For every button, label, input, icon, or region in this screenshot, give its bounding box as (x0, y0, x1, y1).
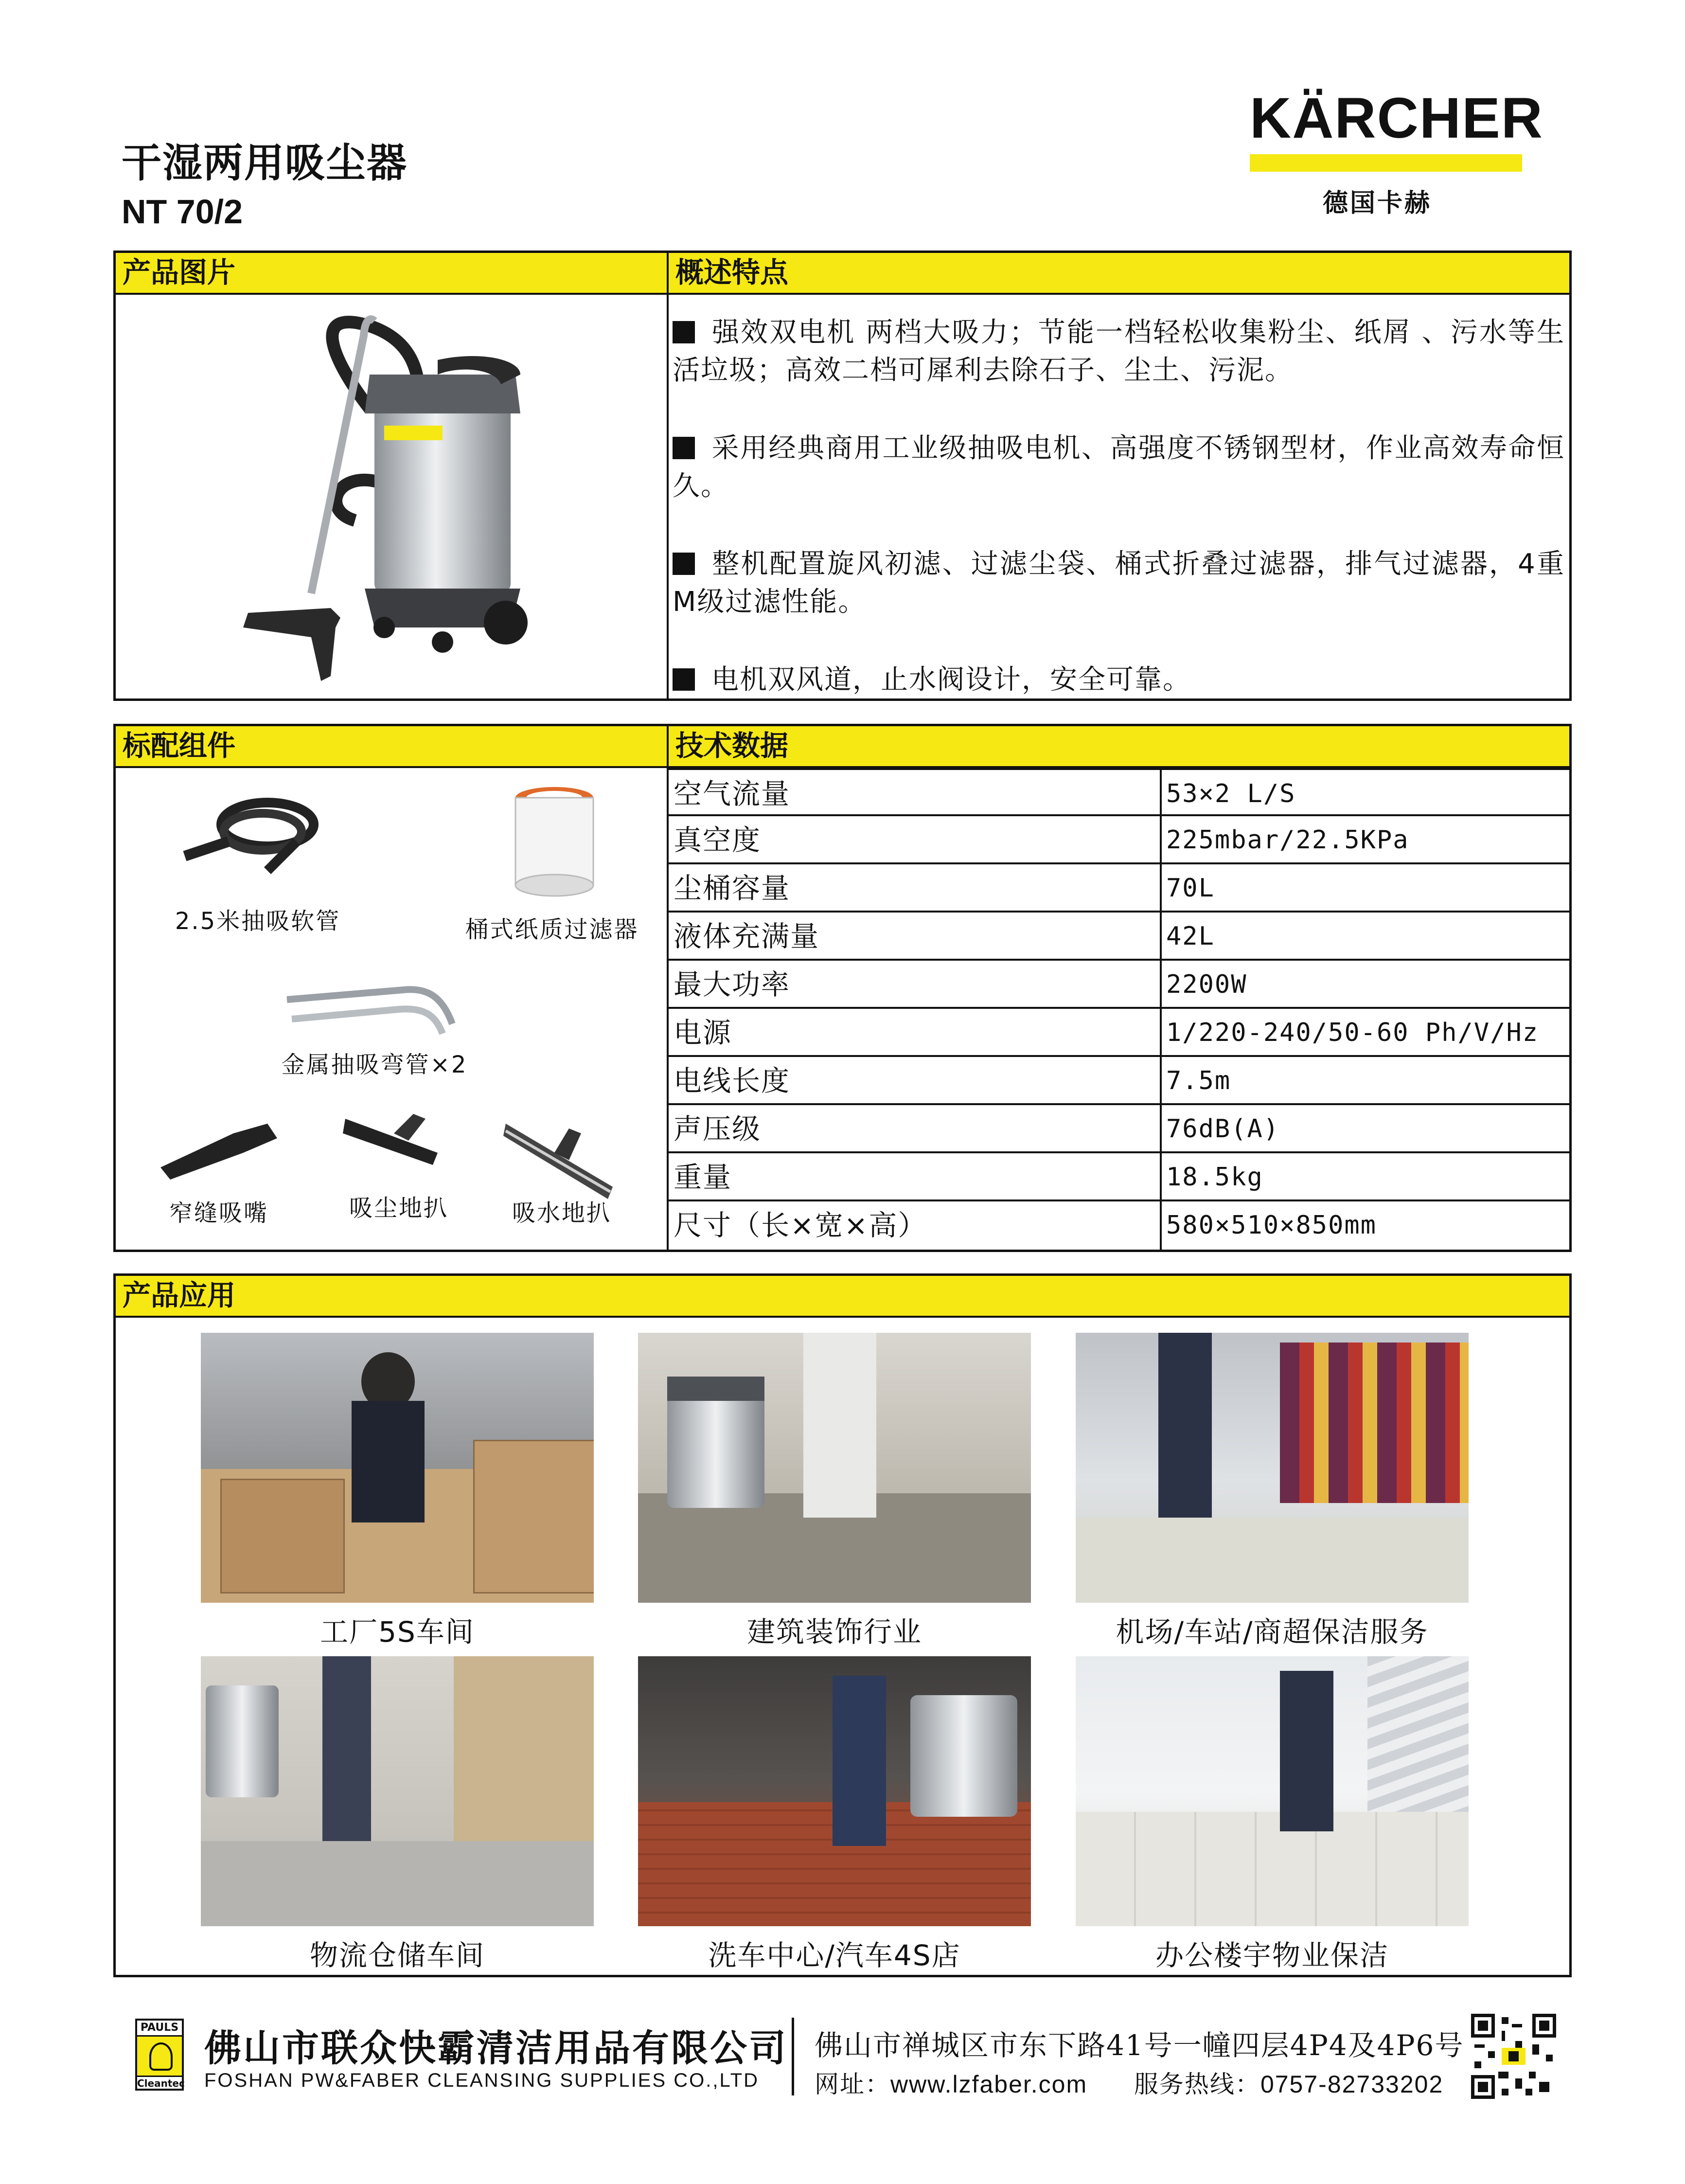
dry-nozzle-image (340, 1104, 452, 1172)
section-header-tech-data (669, 726, 1569, 768)
application-photo-carwash (638, 1656, 1031, 1926)
feature-item: 采用经典商用工业级抽吸电机、高强度不锈钢型材，作业高效寿命恒久。 (673, 432, 1565, 502)
logo-text-top: PAULS (137, 2021, 182, 2037)
spec-row: 最大功率 2200W (669, 961, 1571, 1009)
square-bullet-icon (673, 668, 695, 691)
section-header-components (116, 726, 669, 768)
spec-row: 尘桶容量 70L (669, 864, 1571, 913)
feature-item: 电机双风道，止水阀设计，安全可靠。 (673, 661, 1565, 699)
wet-nozzle-image (501, 1114, 618, 1201)
application-photo-logistics (201, 1656, 594, 1926)
square-bullet-icon (673, 321, 695, 343)
filter-image (506, 783, 603, 900)
feature-item: 强效双电机 两档大吸力；节能一档轻松收集粉尘、纸屑 、污水等生活垃圾；高效二档可犀利去除石子、尘土、污泥。 (673, 317, 1565, 386)
feature-list (673, 314, 1565, 739)
website-link[interactable]: www.lzfaber.com (890, 2071, 1088, 2098)
section-title: 概述特点 (675, 256, 789, 289)
square-bullet-icon (673, 553, 695, 575)
spec-row: 空气流量 53×2 L/S (669, 768, 1571, 816)
logo-text-bottom: Cleantec (137, 2076, 182, 2090)
contact-line (815, 2065, 1443, 2100)
application-photo-construction (638, 1333, 1031, 1603)
spec-row: 电线长度 7.5m (669, 1057, 1571, 1105)
section-title: 产品图片 (123, 256, 236, 289)
hose-image (175, 788, 331, 880)
application-photo-office (1076, 1656, 1469, 1926)
hotline-number: 0757-82733202 (1260, 2071, 1444, 2098)
brand-yellow-bar (1250, 154, 1522, 172)
logo-emblem (137, 2037, 182, 2076)
section-title: 标配组件 (123, 729, 236, 762)
section-header-application (116, 1276, 1569, 1318)
application-label-carwash: 洗车中心/汽车4S店 (708, 1939, 961, 1972)
company-address: 佛山市禅城区市东下路41号一幢四层4P4及4P6号 (815, 2029, 1464, 2062)
company-name-en: FOSHAN PW&FABER CLEANSING SUPPLIES CO.,LTD (204, 2070, 760, 2091)
application-label-logistics: 物流仓储车间 (309, 1939, 485, 1972)
application-photo-factory (201, 1333, 594, 1603)
section-title: 产品应用 (123, 1279, 236, 1312)
model-number: NT 70/2 (122, 193, 243, 231)
application-label-airport: 机场/车站/商超保洁服务 (1116, 1615, 1429, 1648)
section-header-features (669, 253, 1569, 295)
component-label-tubes: 金属抽吸弯管×2 (281, 1051, 468, 1078)
company-name-cn: 佛山市联众快霸清洁用品有限公司 (204, 2026, 788, 2070)
tubes-image (282, 970, 467, 1038)
website-label: 网址： (815, 2070, 890, 2098)
component-label-filter: 桶式纸质过滤器 (465, 916, 639, 943)
spec-row: 声压级 76dB(A) (669, 1105, 1571, 1153)
footer-divider (792, 2018, 794, 2095)
section-title: 技术数据 (675, 729, 789, 762)
vacuum-cleaner-image (209, 306, 550, 686)
hotline-label: 服务热线： (1134, 2070, 1260, 2098)
application-label-construction: 建筑装饰行业 (746, 1615, 922, 1648)
company-logo (135, 2019, 184, 2091)
component-label-wet-nozzle: 吸水地扒 (512, 1199, 611, 1227)
brand-logo (1250, 85, 1543, 219)
spec-row: 真空度 225mbar/22.5KPa (669, 816, 1571, 864)
qr-code-icon[interactable] (1471, 2014, 1556, 2099)
square-bullet-icon (673, 437, 695, 459)
application-label-office: 办公楼宇物业保洁 (1155, 1939, 1389, 1972)
brand-subtitle: 德国卡赫 (1323, 189, 1432, 218)
column-divider (667, 253, 669, 698)
section-header-product-image (116, 253, 669, 295)
feature-item: 整机配置旋风初滤、过滤尘袋、桶式折叠过滤器，排气过滤器，4重M级过滤性能。 (673, 548, 1565, 618)
brand-name: KÄRCHER (1250, 86, 1543, 150)
component-label-hose: 2.5米抽吸软管 (175, 908, 341, 935)
application-label-factory: 工厂5S车间 (320, 1615, 475, 1648)
spec-row: 尺寸（长×宽×高） 580×510×850mm (674, 1209, 1377, 1242)
spec-row: 电源 1/220-240/50-60 Ph/V/Hz (669, 1009, 1571, 1057)
component-label-crevice: 窄缝吸嘴 (169, 1199, 268, 1227)
page-title: 干湿两用吸尘器 (122, 140, 408, 186)
spec-row: 液体充满量 42L (669, 913, 1571, 961)
application-photo-airport (1076, 1333, 1469, 1603)
component-label-dry-nozzle: 吸尘地扒 (349, 1195, 448, 1222)
spec-row: 重量 18.5kg (669, 1153, 1571, 1201)
crevice-nozzle-image (156, 1114, 282, 1182)
